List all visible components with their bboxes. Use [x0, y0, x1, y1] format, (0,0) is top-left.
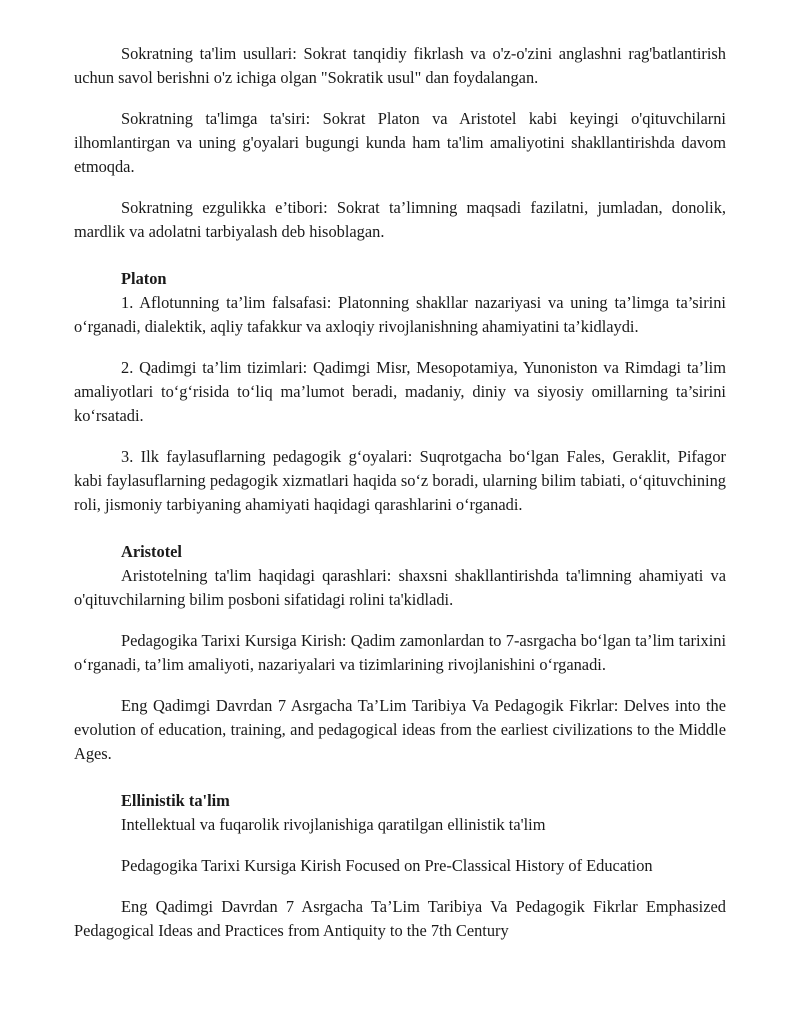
paragraph-early-philosophers: 3. Ilk faylasuflarning pedagogik g‘oyalari: Suqrotgacha bo‘lgan Fales, Geraklit, Pifagor kabi faylasuflarning pedagogik xizmatlari haqida so‘z boradi, ularning bilim tabiati, o‘qituvchining roli, jismoniy tarbiyaning ahamiyati haqidagi qarashlarini o‘rganadi. — [74, 447, 726, 514]
paragraph-pre-classical-history: Pedagogika Tarixi Kursiga Kirish Focused on Pre-Classical History of Education — [121, 856, 653, 875]
paragraph-socratic-virtue: Sokratning ezgulikka e’tibori: Sokrat ta’limning maqsadi fazilatni, jumladan, donolik, mardlik va adolatni tarbiyalash deb hisoblagan. — [74, 198, 726, 241]
section-heading-ellinistik: Ellinistik ta'lim — [121, 791, 230, 810]
paragraph-aristotle-views: Aristotelning ta'lim haqidagi qarashlari: shaxsni shakllantirishda ta'limning ahamiyati va o'qituvchilarning bilim posboni sifatidagi rolini ta'kidladi. — [74, 566, 726, 609]
paragraph-ancient-systems: 2. Qadimgi ta’lim tizimlari: Qadimgi Misr, Mesopotamiya, Yunoniston va Rimdagi ta’lim amaliyotlari to‘g‘risida to‘liq ma’lumot beradi, madaniy, diniy va siyosiy omillarning ta’sirini ko‘rsatadi. — [74, 358, 726, 425]
paragraph-hellenistic-education: Intellektual va fuqarolik rivojlanishiga qaratilgan ellinistik ta'lim — [121, 815, 546, 834]
paragraph-plato-philosophy: 1. Aflotunning ta’lim falsafasi: Platonning shakllar nazariyasi va uning ta’limga ta’sirini o‘rganadi, dialektik, aqliy tafakkur va axloqiy rivojlanishning ahamiyatini ta’kidlaydi. — [74, 293, 726, 336]
paragraph-course-intro: Pedagogika Tarixi Kursiga Kirish: Qadim zamonlardan to 7-asrgacha bo‘lgan ta’lim tarixini o‘rganadi, ta’lim amaliyoti, nazariyalari va tizimlarining rivojlanishini o‘rganadi. — [74, 631, 726, 674]
document-page — [74, 42, 726, 960]
section-heading-platon: Platon — [121, 269, 167, 288]
paragraph-ancient-to-7th-century: Eng Qadimgi Davrdan 7 Asrgacha Ta’Lim Taribiya Va Pedagogik Fikrlar: Delves into the evolution of education, training, and pedagogical ideas from the earliest civilizations to the Middle Ages. — [74, 696, 726, 763]
paragraph-socratic-influence: Sokratning ta'limga ta'siri: Sokrat Platon va Aristotel kabi keyingi o'qituvchilarni ilhomlantirgan va uning g'oyalari bugungi kunda ham ta'lim amaliyotini shakllantirishda davom etmoqda. — [74, 109, 726, 176]
paragraph-antiquity-practices: Eng Qadimgi Davrdan 7 Asrgacha Ta’Lim Taribiya Va Pedagogik Fikrlar Emphasized Pedagogical Ideas and Practices from Antiquity to the 7th Century — [74, 897, 726, 940]
section-heading-aristotel: Aristotel — [121, 542, 182, 561]
paragraph-socratic-methods: Sokratning ta'lim usullari: Sokrat tanqidiy fikrlash va o'z-o'zini anglashni rag'batlantirish uchun savol berishni o'z ichiga olgan "Sokratik usul" dan foydalangan. — [74, 44, 726, 87]
